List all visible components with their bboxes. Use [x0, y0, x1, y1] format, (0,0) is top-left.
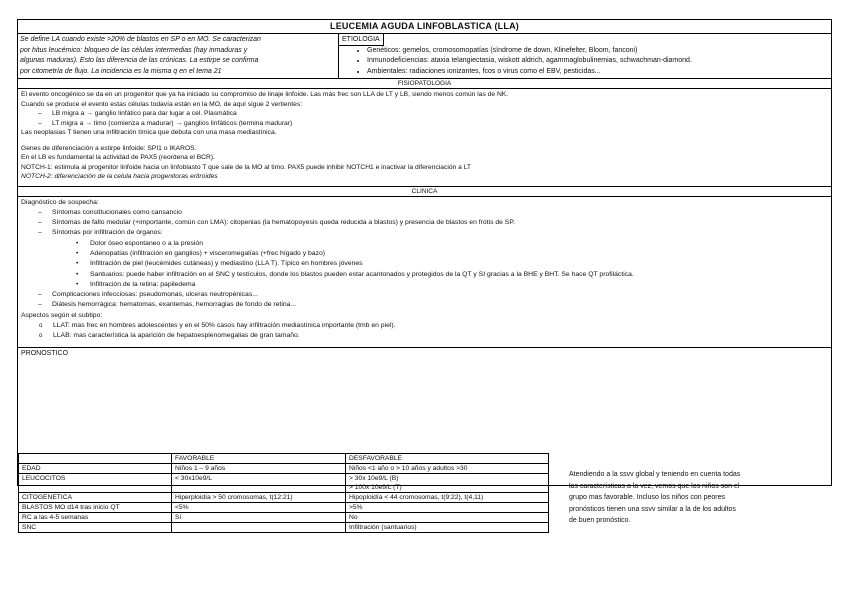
- prognosis-note: [569, 469, 819, 527]
- note-line: grupo mas favorable. Incluso los niños con peores: [569, 494, 726, 501]
- clinic-complicaciones: – Complicaciones infecciosas: pseudomonas, ulceras neutropénicas...: [21, 290, 828, 300]
- note-line: Atendiendo a la ssvv global y teniendo en cuenta todas: [569, 471, 741, 478]
- definition-line: por hitus leucémico: bloqueo de las células intermedias (hay inmaduras y: [20, 46, 248, 54]
- physiopathology-heading: FISIOPATOLOGIA: [18, 78, 831, 89]
- table-cell: SNC: [19, 523, 172, 533]
- prognosis-table: [18, 453, 549, 533]
- clinic-heading: CLINICA: [18, 186, 831, 197]
- table-row: [19, 513, 549, 523]
- definition-line: Se define LA cuando existe >20% de blastos en SP o en MO. Se caracterizan: [20, 36, 261, 43]
- physio-notch2: NOTCH-2: diferenciación de la celula hacia progenitoras eritroides: [21, 173, 218, 180]
- document-sheet: [17, 19, 832, 531]
- table-cell: Hiperploidía > 50 cromosomas, t(12:21): [172, 493, 346, 503]
- table-cell: Niños 1 – 9 años: [172, 464, 346, 474]
- physio-neoplasias: Las neoplasias T tienen una infiltración tímica que debuta con una masa mediastínica.: [21, 129, 277, 136]
- etiology-list: [339, 46, 831, 77]
- table-cell: [172, 523, 346, 533]
- clinic-organ-item: • Santuarios: puede haber infiltración en el SNC y testículos, donde los blastos pueden estar acantonados y protegidos de la QT y SI gracias a la BHE y BHT. Se hace QT profiláctica.: [21, 270, 828, 280]
- clinic-infiltracion: – Síntomas por infiltración de órganos:: [21, 228, 828, 238]
- table-row: [19, 493, 549, 503]
- table-cell: >5%: [346, 503, 549, 513]
- note-line: de buen pronóstico.: [569, 517, 631, 524]
- table-row: [19, 523, 549, 533]
- clinic-sospecha: Diagnóstico de sospecha:: [21, 198, 99, 206]
- table-cell: Hipoploidía < 44 cromosomas, t(9:22), t(4,11): [346, 493, 549, 503]
- clinic-subtype-item: o LLAT: mas frec en hombres adolescentes y en el 50% casos hay infiltración mediastínica importante (tmb en piel).: [21, 321, 828, 331]
- definition-line: por citometría de flujo. La incidencia es la misma q en el tema 21: [20, 67, 222, 75]
- clinic-organ-item: • Dolor óseo espontaneo o a la presión: [21, 239, 828, 249]
- table-cell: LEUCOCITOS: [19, 474, 172, 484]
- table-cell: [172, 483, 346, 493]
- table-cell: BLASTOS MO d14 tras inicio QT: [19, 503, 172, 513]
- definition-text: [18, 34, 339, 78]
- physiopathology-section: [18, 89, 831, 183]
- clinic-aspectos: Aspectos según el subtipo:: [21, 311, 103, 319]
- table-row: [19, 474, 549, 484]
- note-line: pronósticos tienen una ssvv similar a la de los adultos: [569, 505, 736, 513]
- table-cell: Niños <1 año o > 10 años y adultos >30: [346, 464, 549, 474]
- table-cell: > 30x 10e9/L (B): [346, 474, 549, 484]
- table-cell: Sí: [172, 513, 346, 523]
- table-cell: < 30x10e9/L: [172, 474, 346, 484]
- table-row: [19, 464, 549, 474]
- table-cell: <5%: [172, 503, 346, 513]
- physio-lt: – LT migra a → timo (comienza a madurar) → ganglios linfáticos (termina madurar): [21, 119, 828, 129]
- table-row: [19, 503, 549, 513]
- table-row: [19, 483, 549, 493]
- clinic-fallo: – Síntomas de fallo medular (+importante, común con LMA): citopenias (la hematopoyesis queda reducida a blastos) y presencia de blastos en frotis de SP.: [21, 218, 828, 228]
- clinic-section: [18, 197, 831, 347]
- clinic-constitucionales: – Síntomas constitucionales como cansancio: [21, 208, 828, 218]
- physio-intro: El evento oncogénico se da en un progenitor que ya ha iniciado su compromiso de linaje linfoide. Las más frec son LLA de LT y LB, siendo menos común las de NK.: [21, 91, 509, 98]
- table-header-cell: FAVORABLE: [172, 454, 346, 464]
- clinic-organ-item: • Adenopatías (infiltración en ganglios) + visceromegalías (+frec hígado y bazo): [21, 249, 828, 259]
- prognosis-heading: PRONOSTICO: [21, 349, 69, 357]
- physio-vertientes: Cuando se produce el evento estas células todavía están en la MO, de aquí sigue 2 vertientes:: [21, 100, 303, 108]
- table-header-cell: DESFAVORABLE: [346, 454, 549, 464]
- note-line: las características a la vez, vemos que los niños son el: [569, 482, 740, 490]
- etiology-item: • Ambientales: radiaciones ionizantes, fcos o virus como el EBV, pesticidas...: [367, 67, 831, 77]
- table-cell: RC a las 4-5 semanas: [19, 513, 172, 523]
- physio-pax5: En el LB es fundamental la actividad de PAX5 (reordena el BCR).: [21, 154, 215, 161]
- definition-line: algunas maduras). Esto las diferencia de las crónicas. La estirpe se confirma: [20, 57, 259, 64]
- etiology-section: [339, 34, 831, 78]
- etiology-item: • Genéticos: gemelos, cromosomopatías (síndrome de down, Klinefelter, Bloom, fanconi): [367, 46, 831, 56]
- table-cell: Infiltración (santuarios): [346, 523, 549, 533]
- table-cell: EDAD: [19, 464, 172, 474]
- clinic-subtype-item: o LLAB: mas característica la aparición de hepatoesplenomegalias de gran tamaño.: [21, 331, 828, 341]
- table-cell: [19, 483, 172, 493]
- physio-notch1: NOTCH-1: estimula al progenitor linfoide hacia un linfoblasto T que sale de la MO al timo. PAX5 puede inhibir NOTCH1 e inactivar la diferenciación a LT: [21, 163, 472, 171]
- document-title: LEUCEMIA AGUDA LINFOBLASTICA (LLA): [17, 19, 832, 33]
- definition-etiology-block: [17, 33, 832, 348]
- table-header-cell: [19, 454, 172, 464]
- physio-genes: Genes de diferenciación a estirpe linfoide: SPI1 o IKAROS.: [21, 144, 197, 152]
- clinic-diatesis: – Diátesis hemorrágica: hematomas, exantemas, hemorragias de fondo de retina...: [21, 300, 828, 310]
- table-cell: > 100x 10e9/L (T): [346, 483, 549, 493]
- etiology-heading: ETIOLOGIA: [339, 34, 384, 46]
- table-cell: No: [346, 513, 549, 523]
- table-cell: CITOGENETICA: [19, 493, 172, 503]
- table-header-row: [19, 454, 549, 464]
- clinic-organ-item: • Infiltración de piel (leucémides cutáneas) y mediastino (LLA T). Típico en hombres jóvenes: [21, 259, 828, 269]
- physio-lb: – LB migra a → ganglio linfático para dar lugar a cel. Plasmática: [21, 109, 828, 119]
- etiology-item: • Inmunodeficiencias: ataxia telangiectasia, wiskott aldrich, agammaglobulinemias, schwachman-diamond.: [367, 56, 831, 66]
- clinic-organ-item: • Infiltración de la retina: papiledema: [21, 280, 828, 290]
